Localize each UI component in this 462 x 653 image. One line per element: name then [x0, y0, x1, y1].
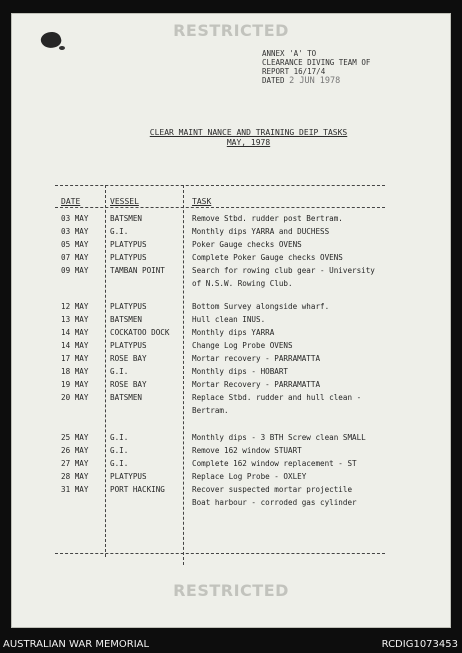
row-date: 28 MAY [61, 472, 89, 481]
table-row [11, 365, 451, 378]
table-row [11, 264, 451, 277]
annex-line-4 [262, 76, 451, 86]
table-row [11, 326, 451, 339]
row-task: Poker Gauge checks OVENS [192, 240, 302, 249]
title-line-2: MAY, 1978 [226, 138, 271, 147]
row-task: Change Log Probe OVENS [192, 341, 293, 350]
row-vessel: COCKATOO DOCK [110, 328, 170, 337]
row-date: 07 MAY [61, 253, 89, 262]
row-date: 05 MAY [61, 240, 89, 249]
row-date: 31 MAY [61, 485, 89, 494]
archive-credit: AUSTRALIAN WAR MEMORIAL [3, 639, 150, 650]
annex-reference [262, 49, 451, 86]
table-row [11, 238, 451, 251]
table-row [11, 225, 451, 238]
row-date: 12 MAY [61, 302, 89, 311]
row-vessel: PLATYPUS [110, 472, 147, 481]
row-date: 25 MAY [61, 433, 89, 442]
row-vessel: G.I. [110, 459, 129, 468]
annex-line-3: REPORT 16/17/4 [262, 67, 326, 76]
row-date: 27 MAY [61, 459, 89, 468]
row-task: Hull clean INUS. [192, 315, 266, 324]
column-header-vessel: VESSEL [110, 197, 139, 206]
row-date: 14 MAY [61, 328, 89, 337]
row-vessel: G.I. [110, 227, 129, 236]
row-vessel: PLATYPUS [110, 240, 147, 249]
row-task: Replace Log Probe - OXLEY [192, 472, 307, 481]
row-vessel: G.I. [110, 446, 129, 455]
column-header-task: TASK [192, 197, 212, 206]
table-row [11, 352, 451, 365]
row-vessel: G.I. [110, 367, 129, 376]
row-task: of N.S.W. Rowing Club. [192, 279, 293, 288]
row-task: Monthly dips - 3 BTH Screw clean SMALL [192, 433, 366, 442]
row-task: Monthly dips - HOBART [192, 367, 289, 376]
row-vessel: PLATYPUS [110, 302, 147, 311]
row-task: Complete Poker Gauge checks OVENS [192, 253, 343, 262]
table-row [11, 483, 451, 496]
row-date: 18 MAY [61, 367, 89, 376]
row-vessel: PORT HACKING [110, 485, 165, 494]
restricted-stamp-top: RESTRICTED [173, 21, 289, 40]
row-date: 09 MAY [61, 266, 89, 275]
row-date: 20 MAY [61, 393, 89, 402]
column-header-date: DATE [61, 197, 81, 206]
row-date: 13 MAY [61, 315, 89, 324]
row-task: Search for rowing club gear - University [192, 266, 375, 275]
row-date: 26 MAY [61, 446, 89, 455]
row-task: Recover suspected mortar projectile [192, 485, 353, 494]
table-row [11, 300, 451, 313]
row-task: Remove Stbd. rudder post Bertram. [192, 214, 343, 223]
row-vessel: BATSMEN [110, 315, 143, 324]
table-row [11, 251, 451, 264]
row-date: 03 MAY [61, 214, 89, 223]
row-task: Bottom Survey alongside wharf. [192, 302, 330, 311]
table-row [11, 391, 451, 404]
row-task: Mortar recovery - PARRAMATTA [192, 354, 321, 363]
row-task: Replace Stbd. rudder and hull clean - [192, 393, 362, 402]
paper-fleck-icon [59, 46, 65, 50]
row-vessel: PLATYPUS [110, 341, 147, 350]
row-vessel: G.I. [110, 433, 129, 442]
row-task: Bertram. [192, 406, 229, 415]
table-row [11, 444, 451, 457]
annex-line-2: CLEARANCE DIVING TEAM OF [262, 58, 371, 67]
table-row [11, 431, 451, 444]
row-vessel: BATSMEN [110, 214, 143, 223]
table-row [11, 470, 451, 483]
annex-dated-label: DATED [262, 76, 285, 85]
row-date: 03 MAY [61, 227, 89, 236]
title-line-1: CLEAR MAINT NANCE AND TRAINING DEIP TASKS [149, 128, 348, 137]
row-vessel: TAMBAN POINT [110, 266, 165, 275]
table-row [11, 212, 451, 225]
archive-record-id: RCDIG1073453 [381, 639, 458, 650]
annex-line-1: ANNEX 'A' TO [262, 49, 317, 58]
table-row [11, 339, 451, 352]
row-date: 17 MAY [61, 354, 89, 363]
annex-date-stamp: 2 JUN 1978 [289, 76, 341, 86]
row-task: Complete 162 window replacement - ST [192, 459, 357, 468]
row-date: 19 MAY [61, 380, 89, 389]
row-task: Remove 162 window STUART [192, 446, 302, 455]
table-row-continuation [11, 277, 451, 290]
row-task: Monthly dips YARRA [192, 328, 275, 337]
table-row-continuation [11, 404, 451, 417]
table-row-continuation [11, 496, 451, 509]
table-row [11, 378, 451, 391]
restricted-stamp-bottom: RESTRICTED [173, 581, 289, 600]
row-task: Boat harbour - corroded gas cylinder [192, 498, 357, 507]
row-vessel: PLATYPUS [110, 253, 147, 262]
row-vessel: BATSMEN [110, 393, 143, 402]
table-row [11, 457, 451, 470]
row-task: Monthly dips YARRA and DUCHESS [192, 227, 330, 236]
row-vessel: ROSE BAY [110, 380, 147, 389]
row-task: Mortar Recovery - PARRAMATTA [192, 380, 321, 389]
document-title [126, 128, 371, 148]
row-date: 14 MAY [61, 341, 89, 350]
document-page [11, 13, 451, 628]
row-vessel: ROSE BAY [110, 354, 147, 363]
table-row [11, 313, 451, 326]
